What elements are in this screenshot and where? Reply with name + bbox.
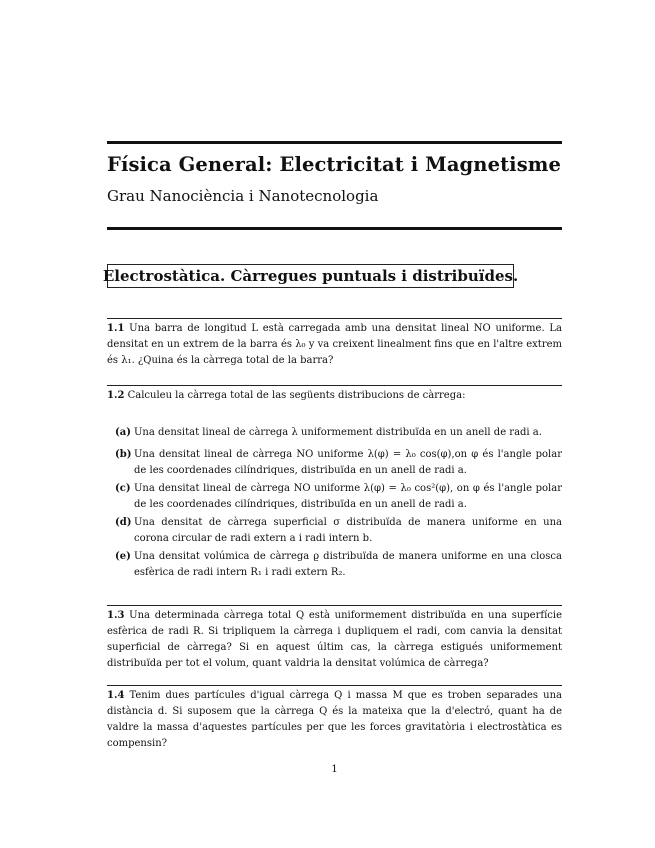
- list-item-text: Una densitat lineal de càrrega λ uniformement distribuïda en un anell de radi a.: [134, 427, 542, 438]
- list-item-text: Una densitat lineal de càrrega NO uniforme λ(φ) = λ₀ cos(φ),on φ és l'angle polar de les coordenades cilíndriques, distribuïda en un anell de radi a.: [134, 449, 562, 476]
- list-item-label: (a): [115, 427, 131, 438]
- problem-rule: [107, 318, 562, 319]
- list-item-label: (c): [115, 483, 131, 494]
- list-item-label: (b): [115, 449, 132, 460]
- problem-text: Calculeu la càrrega total de las següents distribucions de càrrega:: [127, 390, 466, 401]
- page-number: 1: [331, 764, 338, 775]
- list-item-text: Una densitat volúmica de càrrega ϱ distribuïda de manera uniforme en una closca esfèrica de radi intern R₁ i radi extern R₂.: [134, 551, 562, 578]
- problem-rule: [107, 605, 562, 606]
- problem-number: 1.2: [107, 390, 125, 401]
- problem-number: 1.4: [107, 690, 125, 701]
- problem-rule: [107, 685, 562, 686]
- problem-1-2: [107, 388, 562, 404]
- list-item-text: Una densitat de càrrega superficial σ distribuïda de manera uniforme en una corona circular de radi extern a i radi intern b.: [134, 517, 562, 544]
- problem-number: 1.1: [107, 323, 125, 334]
- problem-1-3: [107, 608, 562, 672]
- problem-1-1: [107, 321, 562, 369]
- problem-number: 1.3: [107, 610, 125, 621]
- header-top-rule: [107, 141, 562, 144]
- header-bottom-rule: [107, 227, 562, 230]
- problem-text: Una determinada càrrega total Q està uniformement distribuïda en una superfície esfèrica de radi R. Si tripliquem la càrrega i dupliquem el radi, com canvia la densitat superficial de càrrega? Si en aquest últim cas, la càrrega estigués uniformement distribuïda per tot el volum, quant valdria la densitat volúmica de càrrega?: [107, 610, 562, 669]
- document-subtitle: Grau Nanociència i Nanotecnologia: [107, 187, 379, 205]
- document-title: Física General: Electricitat i Magnetisme: [107, 153, 562, 176]
- list-item-label: (d): [115, 517, 132, 528]
- list-item-label: (e): [115, 551, 131, 562]
- list-item-text: Una densitat lineal de càrrega NO uniforme λ(φ) = λ₀ cos²(φ), on φ és l'angle polar de les coordenades cilíndriques, distribuïda en un anell de radi a.: [134, 483, 562, 510]
- section-title: Electrostàtica. Càrregues puntuals i distribuïdes.: [102, 267, 519, 285]
- problem-rule: [107, 385, 562, 386]
- problem-1-4: [107, 688, 562, 752]
- section-title-box: [102, 264, 519, 288]
- problem-text: Una barra de longitud L està carregada amb una densitat lineal NO uniforme. La densitat en un extrem de la barra és λ₀ y va creixent linealment fins que en l'altre extrem és λ₁. ¿Quina és la càrrega total de la barra?: [107, 323, 562, 366]
- problem-text: Tenim dues partícules d'igual càrrega Q i massa M que es troben separades una distància d. Si suposem que la càrrega Q és la mateixa que la d'electró, quant ha de valdre la massa d'aquestes partícules per que les forces gravitatòria i electrostàtica es compensin?: [107, 690, 562, 749]
